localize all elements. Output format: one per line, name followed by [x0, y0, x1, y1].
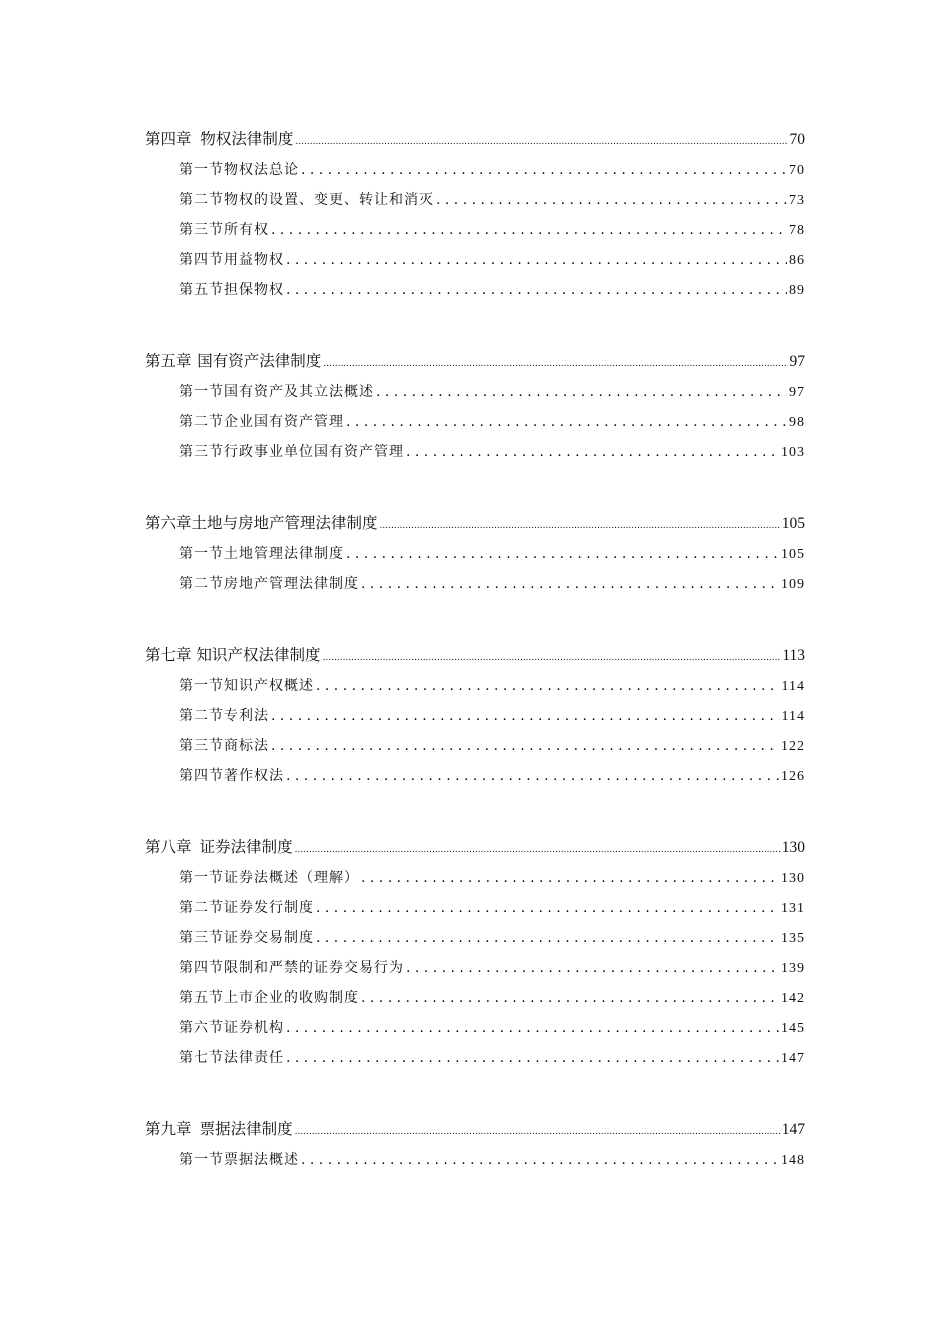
toc-section-entry[interactable]	[0, 953, 805, 983]
section-page-number: 98	[789, 415, 805, 430]
chapter-title: 知识产权法律制度	[196, 646, 321, 664]
dot-leader	[286, 1013, 779, 1043]
toc-section-entry[interactable]	[0, 983, 805, 1013]
dot-leader	[406, 953, 779, 983]
dot-leader	[316, 671, 780, 701]
section-page-number: 139	[781, 961, 805, 976]
dot-leader	[376, 377, 787, 407]
toc-section-entry[interactable]	[0, 731, 805, 761]
section-number: 第五节	[179, 282, 224, 298]
toc-chapter	[0, 124, 950, 305]
toc-section-entry[interactable]	[0, 407, 805, 437]
section-page-number: 97	[789, 385, 805, 400]
chapter-number: 第七章	[145, 646, 192, 664]
dot-leader	[346, 539, 779, 569]
dot-leader	[271, 731, 779, 761]
section-number: 第五节	[179, 990, 224, 1006]
section-page-number: 89	[789, 283, 805, 298]
toc-section-entry[interactable]	[0, 275, 805, 305]
toc-section-entry[interactable]	[0, 893, 805, 923]
section-page-number: 135	[781, 931, 805, 946]
toc-section-entry[interactable]	[0, 701, 805, 731]
section-title: 物权的设置、变更、转让和消灭	[224, 192, 434, 208]
chapter-number: 第八章	[145, 838, 192, 856]
section-page-number: 126	[781, 769, 805, 784]
chapter-page-number: 105	[781, 515, 805, 532]
chapter-page-number: 147	[781, 1121, 805, 1138]
section-title: 行政事业单位国有资产管理	[224, 444, 404, 460]
chapter-title: 票据法律制度	[199, 1120, 293, 1138]
section-title: 证券法概述（理解）	[224, 870, 359, 886]
dot-leader	[271, 701, 780, 731]
section-title: 商标法	[224, 738, 269, 754]
section-title: 房地产管理法律制度	[224, 576, 359, 592]
section-title: 著作权法	[224, 768, 284, 784]
section-title: 担保物权	[224, 282, 284, 298]
section-number: 第一节	[179, 678, 224, 694]
section-number: 第一节	[179, 870, 224, 886]
dot-leader	[286, 245, 787, 275]
section-title: 专利法	[224, 708, 269, 724]
toc-chapter	[0, 1114, 950, 1175]
dot-leader	[295, 1114, 780, 1148]
toc-section-entry[interactable]	[0, 1013, 805, 1043]
section-title: 土地管理法律制度	[224, 546, 344, 562]
section-number: 第四节	[179, 252, 224, 268]
section-number: 第三节	[179, 738, 224, 754]
dot-leader	[346, 407, 787, 437]
toc-chapter-entry[interactable]	[0, 124, 805, 155]
dot-leader	[301, 1145, 779, 1175]
section-title: 证券发行制度	[224, 900, 314, 916]
toc-chapter	[0, 640, 950, 791]
chapter-page-number: 113	[782, 647, 805, 664]
section-page-number: 73	[789, 193, 805, 208]
section-title: 企业国有资产管理	[224, 414, 344, 430]
toc-section-entry[interactable]	[0, 215, 805, 245]
toc-section-entry[interactable]	[0, 245, 805, 275]
section-number: 第一节	[179, 1152, 224, 1168]
dot-leader	[361, 983, 779, 1013]
dot-leader	[380, 508, 780, 542]
dot-leader	[323, 640, 781, 674]
dot-leader	[295, 124, 787, 158]
section-title: 所有权	[224, 222, 269, 238]
section-title: 证券机构	[224, 1020, 284, 1036]
chapter-number: 第六章	[145, 514, 192, 532]
section-number: 第三节	[179, 930, 224, 946]
dot-leader	[316, 893, 779, 923]
section-title: 法律责任	[224, 1050, 284, 1066]
dot-leader	[286, 761, 779, 791]
section-page-number: 130	[781, 871, 805, 886]
chapter-number: 第四章	[145, 130, 192, 148]
dot-leader	[286, 275, 787, 305]
toc-chapter-entry[interactable]	[0, 1114, 805, 1145]
section-page-number: 142	[781, 991, 805, 1006]
section-number: 第三节	[179, 444, 224, 460]
chapter-number: 第九章	[145, 1120, 192, 1138]
section-number: 第二节	[179, 576, 224, 592]
section-page-number: 70	[789, 163, 805, 178]
section-title: 上市企业的收购制度	[224, 990, 359, 1006]
section-number: 第四节	[179, 960, 224, 976]
chapter-title: 证券法律制度	[199, 838, 293, 856]
toc-section-entry[interactable]	[0, 155, 805, 185]
toc-section-entry[interactable]	[0, 1145, 805, 1175]
section-page-number: 109	[781, 577, 805, 592]
section-title: 证券交易制度	[224, 930, 314, 946]
section-title: 物权法总论	[224, 162, 299, 178]
toc-chapter-entry[interactable]	[0, 508, 805, 539]
dot-leader	[271, 215, 787, 245]
section-number: 第一节	[179, 162, 224, 178]
chapter-page-number: 130	[781, 839, 805, 856]
chapter-page-number: 70	[789, 131, 805, 148]
section-page-number: 114	[781, 679, 805, 694]
section-number: 第六节	[179, 1020, 224, 1036]
dot-leader	[323, 346, 787, 380]
toc-section-entry[interactable]	[0, 185, 805, 215]
section-number: 第四节	[179, 768, 224, 784]
chapter-title: 物权法律制度	[200, 130, 294, 148]
section-number: 第二节	[179, 708, 224, 724]
toc-chapter-entry[interactable]	[0, 346, 805, 377]
section-number: 第二节	[179, 192, 224, 208]
toc-section-entry[interactable]	[0, 923, 805, 953]
dot-leader	[406, 437, 779, 467]
section-number: 第二节	[179, 414, 224, 430]
toc-section-entry[interactable]	[0, 671, 805, 701]
section-number: 第一节	[179, 384, 224, 400]
toc-chapter-entry[interactable]	[0, 640, 805, 671]
toc-chapter	[0, 508, 950, 599]
section-title: 知识产权概述	[224, 678, 314, 694]
section-title: 用益物权	[224, 252, 284, 268]
toc-chapter	[0, 832, 950, 1073]
toc-section-entry[interactable]	[0, 1043, 805, 1073]
dot-leader	[436, 185, 787, 215]
section-page-number: 148	[781, 1153, 805, 1168]
toc-section-entry[interactable]	[0, 437, 805, 467]
dot-leader	[301, 155, 787, 185]
section-number: 第三节	[179, 222, 224, 238]
toc-section-entry[interactable]	[0, 761, 805, 791]
toc-chapter-entry[interactable]	[0, 832, 805, 863]
toc-section-entry[interactable]	[0, 539, 805, 569]
section-title: 限制和严禁的证券交易行为	[224, 960, 404, 976]
section-page-number: 131	[781, 901, 805, 916]
section-page-number: 78	[789, 223, 805, 238]
section-title: 票据法概述	[224, 1152, 299, 1168]
section-number: 第一节	[179, 546, 224, 562]
toc-chapter	[0, 346, 950, 467]
chapter-title: 国有资产法律制度	[197, 352, 322, 370]
chapter-number: 第五章	[145, 352, 192, 370]
section-page-number: 114	[781, 709, 805, 724]
section-page-number: 145	[781, 1021, 805, 1036]
dot-leader	[295, 832, 780, 866]
toc-section-entry[interactable]	[0, 569, 805, 599]
dot-leader	[316, 923, 779, 953]
dot-leader	[361, 569, 779, 599]
toc-section-entry[interactable]	[0, 863, 805, 893]
dot-leader	[286, 1043, 779, 1073]
chapter-page-number: 97	[789, 353, 805, 370]
section-page-number: 122	[781, 739, 805, 754]
dot-leader	[361, 863, 779, 893]
section-page-number: 103	[781, 445, 805, 460]
section-page-number: 86	[789, 253, 805, 268]
section-page-number: 147	[781, 1051, 805, 1066]
section-page-number: 105	[781, 547, 805, 562]
section-title: 国有资产及其立法概述	[224, 384, 374, 400]
section-number: 第七节	[179, 1050, 224, 1066]
chapter-title: 土地与房地产管理法律制度	[191, 514, 378, 532]
section-number: 第二节	[179, 900, 224, 916]
toc-section-entry[interactable]	[0, 377, 805, 407]
